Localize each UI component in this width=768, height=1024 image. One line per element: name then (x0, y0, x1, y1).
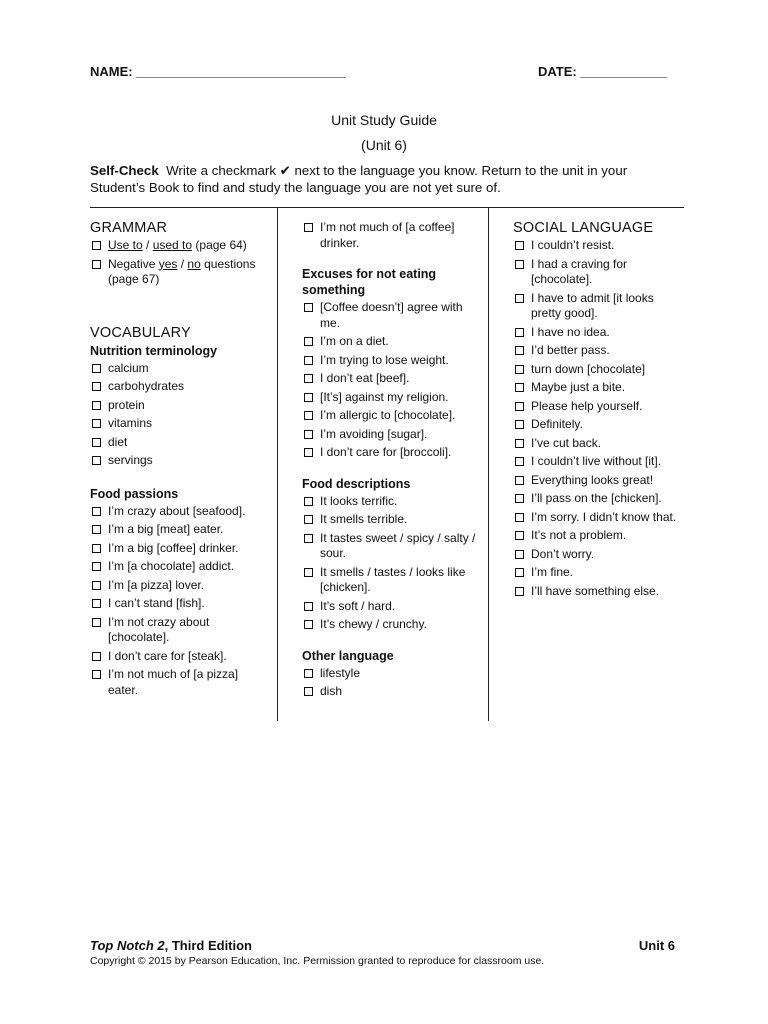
footer-unit: Unit 6 (638, 938, 675, 953)
checklist-item[interactable] (513, 436, 681, 452)
checkbox-icon[interactable] (92, 364, 101, 373)
checkbox-icon[interactable] (92, 260, 101, 269)
item-label: carbohydrates (108, 379, 185, 393)
checklist-item[interactable] (90, 559, 270, 575)
item-label: I’m [a chocolate] addict. (108, 559, 235, 573)
item-label: diet (108, 434, 128, 449)
checkbox-icon[interactable] (304, 669, 313, 678)
self-check-instructions (90, 162, 680, 196)
item-label: servings (108, 453, 153, 467)
grammar-heading: GRAMMAR (90, 220, 168, 236)
checklist-item[interactable] (513, 584, 681, 600)
checklist-item[interactable] (302, 599, 482, 615)
checkbox-icon[interactable] (515, 568, 524, 577)
checklist-item[interactable] (302, 531, 482, 562)
checkbox-icon[interactable] (515, 439, 524, 448)
checklist-item[interactable] (90, 398, 270, 414)
checklist-item[interactable] (90, 379, 270, 395)
food-passions-heading: Food passions (90, 486, 179, 501)
checkbox-icon[interactable] (304, 497, 313, 506)
item-label: Please help yourself. (531, 398, 643, 413)
checklist-item[interactable] (302, 512, 482, 528)
checkbox-icon[interactable] (304, 448, 313, 457)
item-label: It looks terrific. (320, 493, 398, 508)
checkbox-icon[interactable] (304, 430, 313, 439)
item-label: [Coffee doesn’t] agree with me. (320, 300, 463, 330)
checkbox-icon[interactable] (515, 476, 524, 485)
checklist-item[interactable] (90, 541, 270, 557)
unit-subtitle: (Unit 6) (361, 137, 407, 153)
item-label: I’m not much of [a coffee] drinker. (320, 220, 455, 250)
checkbox-icon[interactable] (515, 550, 524, 559)
checklist-item[interactable] (513, 547, 681, 563)
checklist-item[interactable] (513, 491, 681, 507)
checklist-item[interactable] (302, 353, 482, 369)
checklist-item[interactable] (513, 510, 681, 526)
checkbox-icon[interactable] (515, 346, 524, 355)
column-social-language (513, 220, 681, 602)
item-label: I don’t eat [beef]. (320, 371, 410, 385)
item-label: I have no idea. (531, 324, 610, 339)
item-label: I’m sorry. I didn’t know that. (531, 509, 677, 524)
checklist-item[interactable] (513, 473, 681, 489)
checklist-item[interactable] (302, 334, 482, 350)
item-label: I’m not crazy about [chocolate]. (108, 614, 210, 644)
checkbox-icon[interactable] (304, 393, 313, 402)
column-divider-2 (488, 208, 489, 721)
item-label: I’m allergic to [chocolate]. (320, 408, 456, 422)
item-label: I’m crazy about [seafood]. (108, 503, 246, 518)
checklist-item[interactable] (302, 494, 482, 510)
checklist-item[interactable] (513, 565, 681, 581)
checkbox-icon[interactable] (515, 513, 524, 522)
item-label: I’m a big [coffee] drinker. (108, 540, 239, 555)
checklist-item[interactable] (302, 684, 482, 700)
checklist-item[interactable] (513, 238, 681, 254)
item-label: I’ve cut back. (531, 435, 602, 450)
checkbox-icon[interactable] (92, 562, 101, 571)
item-label: I’m a big [meat] eater. (108, 522, 224, 536)
item-label: Use to / used to (page 64) (108, 238, 247, 252)
item-label: It tastes sweet / spicy / salty / sour. (320, 530, 476, 560)
item-label: I couldn’t resist. (531, 238, 615, 252)
checklist-item[interactable] (513, 343, 681, 359)
item-label: calcium (108, 360, 149, 375)
checklist-item[interactable] (90, 615, 270, 646)
checklist-item[interactable] (302, 408, 482, 424)
checkbox-icon[interactable] (304, 620, 313, 629)
item-label: It smells / tastes / looks like [chicken]. (320, 564, 466, 594)
column-excuses-descriptions (302, 220, 482, 703)
item-label: It’s chewy / crunchy. (320, 617, 427, 631)
item-label: vitamins (108, 416, 153, 430)
book-title: Top Notch 2 (90, 938, 165, 953)
checkbox-icon[interactable] (304, 411, 313, 420)
item-label: I had a craving for [chocolate]. (531, 256, 628, 286)
date-field-label: DATE: ____________ (538, 64, 668, 79)
checkbox-icon[interactable] (515, 587, 524, 596)
item-label: Everything looks great! (531, 472, 654, 487)
checkbox-icon[interactable] (92, 599, 101, 608)
column-grammar-vocabulary (90, 220, 270, 701)
page-title: Unit Study Guide (331, 112, 437, 128)
item-label: I’m trying to lose weight. (320, 352, 449, 367)
item-label: Negative yes / no questions (page 67) (108, 256, 256, 286)
checkbox-icon[interactable] (304, 602, 313, 611)
checklist-item[interactable] (90, 361, 270, 377)
checkbox-icon[interactable] (515, 531, 524, 540)
checklist-item[interactable] (513, 257, 681, 288)
copyright-notice: Copyright © 2015 by Pearson Education, Inc. Permission granted to reproduce for classroom use. (90, 955, 545, 967)
checklist-item[interactable] (90, 257, 270, 288)
checkbox-icon[interactable] (92, 670, 101, 679)
nutrition-heading: Nutrition terminology (90, 343, 218, 358)
checklist-item[interactable] (302, 427, 482, 443)
checkbox-icon[interactable] (92, 544, 101, 553)
item-label: I have to admit [it looks pretty good]. (531, 290, 654, 320)
checklist-item[interactable] (90, 238, 270, 254)
checkbox-icon[interactable] (92, 438, 101, 447)
item-label: I’d better pass. (531, 343, 610, 357)
header-divider (90, 207, 684, 208)
item-label: I’ll have something else. (531, 583, 660, 598)
checkbox-icon[interactable] (92, 456, 101, 465)
checkbox-icon[interactable] (304, 303, 313, 312)
checkbox-icon[interactable] (515, 260, 524, 269)
checkbox-icon[interactable] (92, 618, 101, 627)
checkbox-icon[interactable] (92, 652, 101, 661)
item-label: I’m fine. (531, 565, 574, 579)
item-label: Don’t worry. (531, 546, 595, 561)
checkbox-icon[interactable] (92, 525, 101, 534)
checklist-item[interactable] (302, 445, 482, 461)
checklist-item[interactable] (302, 371, 482, 387)
checkbox-icon[interactable] (92, 382, 101, 391)
checkbox-icon[interactable] (515, 494, 524, 503)
checkbox-icon[interactable] (304, 568, 313, 577)
checkbox-icon[interactable] (515, 402, 524, 411)
checkbox-icon[interactable] (304, 223, 313, 232)
checklist-item[interactable] (513, 417, 681, 433)
checkbox-icon[interactable] (515, 328, 524, 337)
checkbox-icon[interactable] (304, 337, 313, 346)
checkbox-icon[interactable] (92, 507, 101, 516)
checklist-item[interactable] (90, 435, 270, 451)
checklist-item[interactable] (90, 522, 270, 538)
checkbox-icon[interactable] (515, 383, 524, 392)
item-label: It’s soft / hard. (320, 598, 396, 613)
checkbox-icon[interactable] (304, 534, 313, 543)
checklist-item[interactable] (90, 596, 270, 612)
checklist-item[interactable] (513, 399, 681, 415)
item-label: I couldn’t live without [it]. (531, 454, 662, 468)
checkbox-icon[interactable] (304, 687, 313, 696)
vocabulary-heading: VOCABULARY (90, 324, 191, 341)
checklist-item[interactable] (90, 504, 270, 520)
checkbox-icon[interactable] (304, 374, 313, 383)
checklist-item[interactable] (513, 528, 681, 544)
checklist-item[interactable] (302, 617, 482, 633)
item-label: I don’t care for [broccoli]. (320, 445, 452, 459)
item-label: I’m on a diet. (320, 334, 389, 348)
checklist-item[interactable] (513, 454, 681, 470)
checklist-item[interactable] (90, 416, 270, 432)
item-label: protein (108, 397, 145, 412)
item-label: It smells terrible. (320, 512, 408, 526)
item-label: dish (320, 684, 343, 698)
checklist-item[interactable] (513, 325, 681, 341)
food-descriptions-heading: Food descriptions (302, 476, 411, 491)
checklist-item[interactable] (90, 578, 270, 594)
checklist-item[interactable] (302, 666, 482, 682)
footer-book-title (90, 938, 252, 953)
checkbox-icon[interactable] (304, 515, 313, 524)
checklist-item[interactable] (302, 390, 482, 406)
checklist-item[interactable] (90, 649, 270, 665)
checkbox-icon[interactable] (92, 581, 101, 590)
item-label: I’ll pass on the [chicken]. (531, 491, 662, 505)
item-label: I’m not much of [a pizza] eater. (108, 667, 239, 697)
item-label: lifestyle (320, 665, 361, 680)
item-label: I’m [a pizza] lover. (108, 577, 205, 592)
item-label: It’s not a problem. (531, 528, 627, 542)
checklist-item[interactable] (90, 667, 270, 698)
checklist-item[interactable] (302, 220, 482, 251)
item-label: I don’t care for [steak]. (108, 648, 227, 663)
checkbox-icon[interactable] (92, 241, 101, 250)
item-label: I can’t stand [fish]. (108, 596, 205, 610)
checklist-item[interactable] (513, 291, 681, 322)
item-label: [It’s] against my religion. (320, 389, 449, 404)
item-label: Maybe just a bite. (531, 380, 626, 394)
name-field-label: NAME: _____________________________ (90, 64, 346, 79)
column-divider-1 (277, 208, 278, 721)
other-language-heading: Other language (302, 648, 394, 663)
checkbox-icon[interactable] (92, 401, 101, 410)
self-check-text: Write a checkmark ✔ next to the language you know. Return to the unit in your Student’s Book to find and study the language you are not yet sure of. (90, 163, 628, 195)
social-language-heading: SOCIAL LANGUAGE (513, 220, 654, 236)
item-label: I’m avoiding [sugar]. (320, 426, 428, 441)
checklist-item[interactable] (513, 380, 681, 396)
checkbox-icon[interactable] (515, 457, 524, 466)
checklist-item[interactable] (90, 453, 270, 469)
book-edition: , Third Edition (164, 938, 253, 953)
self-check-label: Self-Check (90, 163, 159, 178)
checklist-item[interactable] (302, 300, 482, 331)
excuses-heading: Excuses for not eating something (302, 267, 437, 297)
checkbox-icon[interactable] (92, 419, 101, 428)
item-label: Definitely. (531, 417, 583, 431)
checkbox-icon[interactable] (515, 241, 524, 250)
checkbox-icon[interactable] (304, 356, 313, 365)
checkbox-icon[interactable] (515, 420, 524, 429)
item-label: turn down [chocolate] (531, 361, 646, 376)
checkbox-icon[interactable] (515, 294, 524, 303)
checklist-item[interactable] (513, 362, 681, 378)
checkbox-icon[interactable] (515, 365, 524, 374)
checklist-item[interactable] (302, 565, 482, 596)
